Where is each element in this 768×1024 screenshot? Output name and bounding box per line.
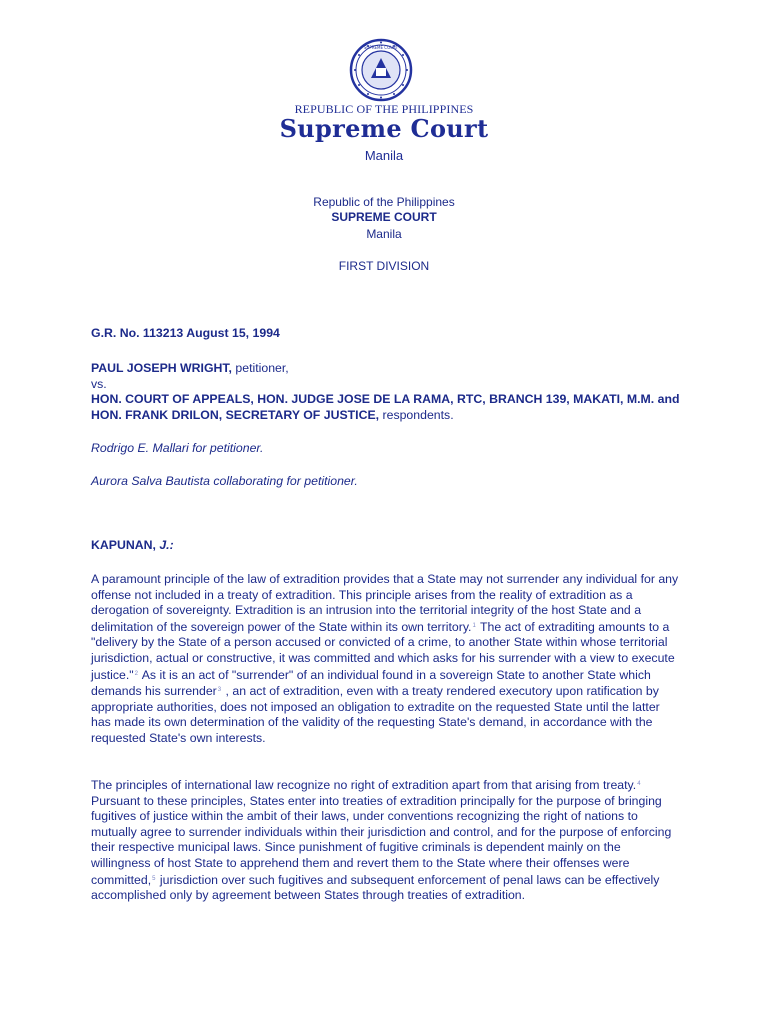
respondents-role: respondents. — [379, 407, 454, 422]
paragraph-2 — [91, 777, 681, 904]
letterhead-republic: REPUBLIC OF THE PHILIPPINES — [294, 102, 474, 116]
footnote-ref[interactable]: 4 — [637, 781, 641, 787]
paragraph-text: , an act of extradition, even with a treaty rendered executory upon ratification by appropriate authorities, does not imposed an obligation to extradite on the requested State until the latter has made its own determination of the validity of the requesting State's demand, in accordance with the requested State's own interests. — [91, 684, 660, 745]
paragraph-text: The principles of international law recognize no right of extradition apart from that arising from treaty. — [91, 778, 637, 792]
paragraph-text: jurisdiction over such fugitives and subsequent enforcement of penal laws can be effectively accomplished only by agreement between States through treaties of extradition. — [91, 872, 660, 903]
petitioner-name: PAUL JOSEPH WRIGHT, — [91, 361, 232, 375]
petitioner-role: petitioner, — [231, 361, 289, 375]
justice-name: KAPUNAN, — [91, 538, 156, 552]
justice-title: J.: — [155, 538, 174, 552]
footnote-ref[interactable]: 5 — [152, 875, 156, 882]
footnote-ref[interactable]: 3 — [217, 687, 222, 694]
case-number: G.R. No. 113213 August 15, 1994 — [91, 326, 280, 340]
paragraph-text: As it is an act of "surrender" of an individual found in a sovereign State to another State which demands his surrender — [91, 667, 651, 699]
paragraph-text: The act of extraditing amounts to a "delivery by the State of a person accused or convicted of a crime, to another State within whose territorial jurisdiction, actual or constructive, it was committed and which asks for his surrender with a view to execute justice." — [91, 619, 675, 682]
letterhead-court: Supreme Court — [279, 114, 489, 143]
caption-court: SUPREME COURT — [331, 210, 437, 224]
caption-republic: Republic of the Philippines — [313, 195, 455, 209]
paragraph-1 — [91, 572, 681, 747]
versus: vs. — [91, 376, 107, 391]
paragraph-text: Pursuant to these principles, States enter into treaties of extradition principally for the purpose of bringing fugitives of justice within the ambit of their laws, under conventions recognizing the right of nations to mutually agree to surrender individuals within their jurisdiction and control, and for the purpose of enforcing their respective municipal laws. Since punishment of fugitive criminals is dependent mainly on the willingness of host State to apprehend them and revert them to the State where their offenses were committed, — [91, 793, 672, 887]
caption-city: Manila — [366, 227, 402, 241]
supreme-court-seal-icon — [349, 38, 413, 102]
footnote-ref[interactable]: 2 — [134, 670, 138, 677]
caption-division: FIRST DIVISION — [338, 259, 430, 273]
respondents-names: HON. COURT OF APPEALS, HON. JUDGE JOSE DE LA RAMA, RTC, BRANCH 139, MAKATI, M.M. and HON. FRANK DRILON, SECRETARY OF JUSTICE, — [91, 392, 680, 422]
seal-text: SUPREME COURT — [363, 45, 399, 50]
footnote-ref[interactable]: 1 — [472, 622, 476, 629]
case-parties — [91, 361, 681, 423]
counsel-line-1: Rodrigo E. Mallari for petitioner. — [91, 441, 264, 455]
paragraph-text: A paramount principle of the law of extradition provides that a State may not surrender any individual for any offense not included in a treaty of extradition. This principle arises from the reality of extradition as a derogation of sovereignty. Extradition is an intrusion into the territorial integrity of the host State and a delimitation of the sovereign power of the State within its own territory. — [91, 572, 679, 634]
counsel-line-2: Aurora Salva Bautista collaborating for petitioner. — [91, 474, 358, 488]
ponente — [91, 538, 681, 554]
letterhead-city: Manila — [364, 148, 404, 163]
